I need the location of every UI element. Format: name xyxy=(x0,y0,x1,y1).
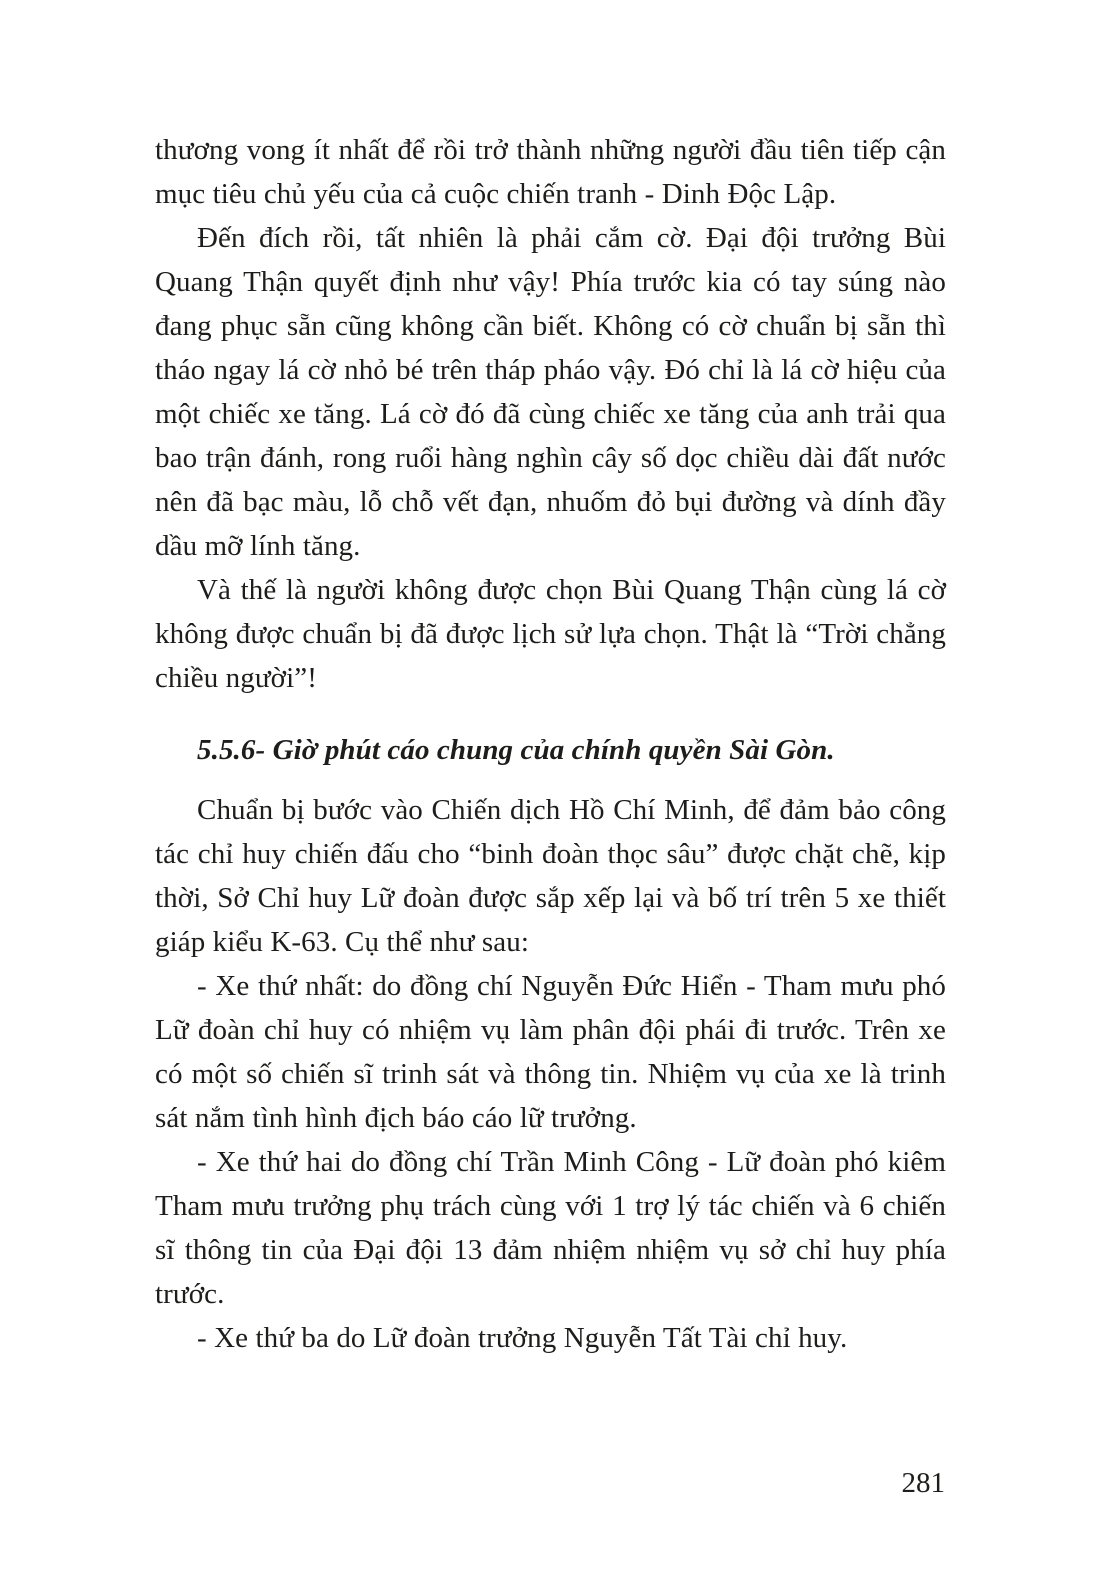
paragraph: - Xe thứ nhất: do đồng chí Nguyễn Đức Hiển - Tham mưu phó Lữ đoàn chỉ huy có nhiệm vụ làm phân đội phái đi trước. Trên xe có một số chiến sĩ trinh sát và thông tin. Nhiệm vụ của xe là trinh sát nắm tình hình địch báo cáo lữ trưởng. xyxy=(155,970,946,1134)
paragraph: Và thế là người không được chọn Bùi Quang Thận cùng lá cờ không được chuẩn bị đã được lịch sử lựa chọn. Thật là “Trời chẳng chiều người”! xyxy=(155,574,946,694)
page-text xyxy=(155,128,946,1360)
paragraph: Chuẩn bị bước vào Chiến dịch Hồ Chí Minh, để đảm bảo công tác chỉ huy chiến đấu cho “binh đoàn thọc sâu” được chặt chẽ, kịp thời, Sở Chỉ huy Lữ đoàn được sắp xếp lại và bố trí trên 5 xe thiết giáp kiểu K-63. Cụ thể như sau: xyxy=(155,794,946,958)
paragraph: - Xe thứ ba do Lữ đoàn trưởng Nguyễn Tất Tài chỉ huy. xyxy=(197,1322,848,1354)
section-heading: 5.5.6- Giờ phút cáo chung của chính quyền Sài Gòn. xyxy=(197,734,835,766)
paragraph: thương vong ít nhất để rồi trở thành những người đầu tiên tiếp cận mục tiêu chủ yếu của cả cuộc chiến tranh - Dinh Độc Lập. xyxy=(155,134,946,210)
paragraph: - Xe thứ hai do đồng chí Trần Minh Công - Lữ đoàn phó kiêm Tham mưu trưởng phụ trách cùng với 1 trợ lý tác chiến và 6 chiến sĩ thông tin của Đại đội 13 đảm nhiệm nhiệm vụ sở chỉ huy phía trước. xyxy=(155,1146,946,1310)
page-number: 281 xyxy=(901,1467,945,1499)
paragraph: Đến đích rồi, tất nhiên là phải cắm cờ. Đại đội trưởng Bùi Quang Thận quyết định như vậy! Phía trước kia có tay súng nào đang phục sẵn cũng không cần biết. Không có cờ chuẩn bị sẵn thì tháo ngay lá cờ nhỏ bé trên tháp pháo vậy. Đó chỉ là lá cờ hiệu của một chiếc xe tăng. Lá cờ đó đã cùng chiếc xe tăng của anh trải qua bao trận đánh, rong ruổi hàng nghìn cây số dọc chiều dài đất nước nên đã bạc màu, lỗ chỗ vết đạn, nhuốm đỏ bụi đường và dính đầy dầu mỡ lính tăng. xyxy=(155,222,946,562)
